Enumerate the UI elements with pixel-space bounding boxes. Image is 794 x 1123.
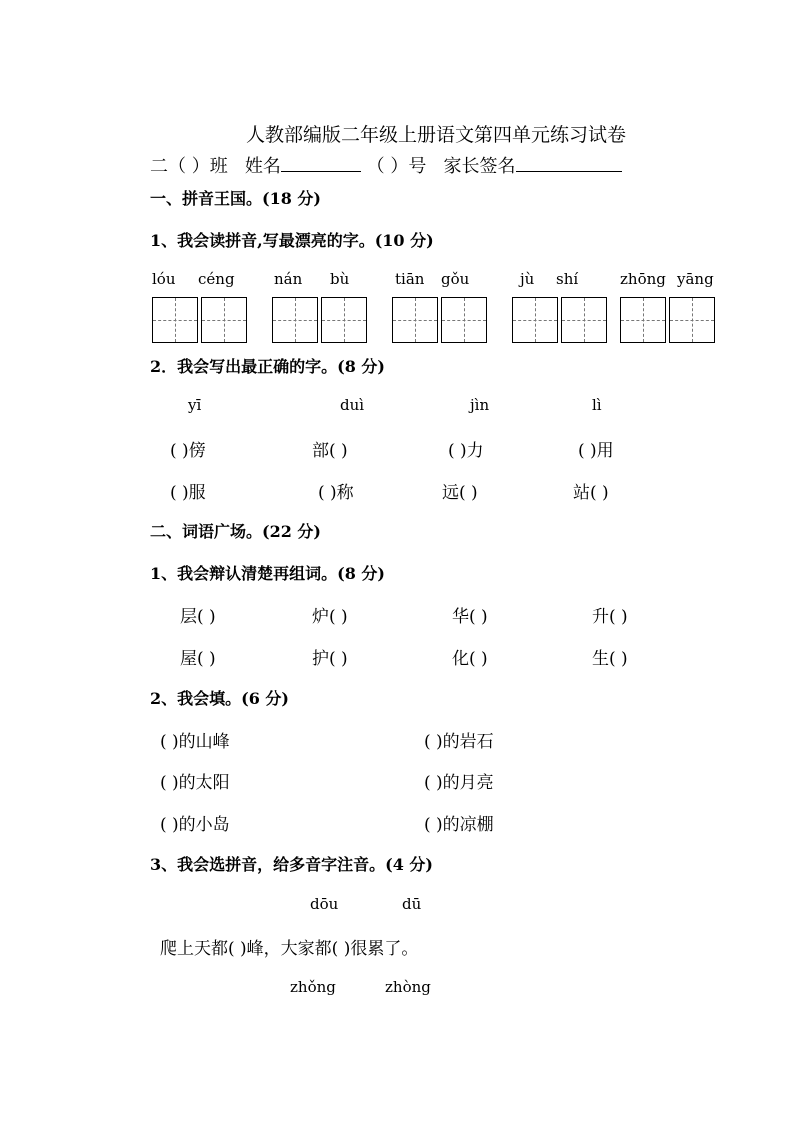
fill-blank-item[interactable]: ( )力 [448, 441, 484, 461]
pinyin: lì [592, 396, 602, 414]
pinyin: yāng [677, 270, 714, 288]
fill-blank-item[interactable]: 远( ) [442, 483, 478, 503]
fill-blank-item[interactable]: 部( ) [312, 441, 348, 461]
word-group-item[interactable]: 层( ) [180, 607, 216, 627]
name-label: 姓名 [244, 156, 281, 177]
word-group-item[interactable]: 生( ) [592, 649, 628, 669]
fill-blank-item[interactable]: ( )服 [170, 483, 206, 503]
pinyin: nán [274, 270, 303, 288]
pinyin: duì [340, 396, 365, 414]
pinyin-option: zhǒng [290, 978, 336, 996]
parent-signature-blank[interactable] [516, 153, 622, 172]
part1-q2-heading: 2．我会写出最正确的字。(8 分) [150, 357, 385, 376]
fill-phrase-item[interactable]: ( )的凉棚 [424, 815, 494, 835]
fill-blank-item[interactable]: 站( ) [573, 483, 609, 503]
writing-box[interactable] [512, 297, 558, 343]
fill-blank-item[interactable]: ( )傍 [170, 441, 206, 461]
writing-box[interactable] [620, 297, 666, 343]
pinyin: jìn [470, 396, 490, 414]
pinyin-option: zhòng [385, 978, 431, 996]
word-group-item[interactable]: 华( ) [452, 607, 488, 627]
pinyin: bù [330, 270, 350, 288]
writing-box[interactable] [441, 297, 487, 343]
word-group-item[interactable]: 屋( ) [180, 649, 216, 669]
part2-q3-heading: 3、我会选拼音，给多音字注音。(4 分) [150, 855, 433, 874]
pinyin: tiān [395, 270, 425, 288]
writing-box[interactable] [152, 297, 198, 343]
number-label: （ ）号 [366, 156, 427, 177]
name-blank[interactable] [281, 153, 361, 172]
part2-heading: 二、词语广场。(22 分) [150, 522, 321, 541]
part2-q1-heading: 1、我会辩认清楚再组词。(8 分) [150, 564, 385, 583]
fill-phrase-item[interactable]: ( )的太阳 [160, 773, 230, 793]
pinyin: shí [556, 270, 579, 288]
parent-signature-label: 家长签名 [443, 156, 516, 177]
pinyin: céng [198, 270, 235, 288]
fill-phrase-item[interactable]: ( )的小岛 [160, 815, 230, 835]
writing-box[interactable] [669, 297, 715, 343]
part2-q2-heading: 2、我会填。(6 分) [150, 689, 289, 708]
class-label: 二（ ）班 [150, 156, 228, 177]
fill-phrase-item[interactable]: ( )的月亮 [424, 773, 494, 793]
pinyin-option: dū [402, 895, 422, 913]
pinyin: yī [188, 396, 202, 414]
pinyin: gǒu [441, 270, 470, 288]
writing-box[interactable] [392, 297, 438, 343]
word-group-item[interactable]: 护( ) [312, 649, 348, 669]
page-title: 人教部编版二年级上册语文第四单元练习试卷 [246, 124, 627, 146]
student-info-line [150, 152, 622, 178]
part1-q1-heading: 1、我会读拼音,写最漂亮的字。(10 分) [150, 231, 434, 250]
fill-phrase-item[interactable]: ( )的山峰 [160, 732, 230, 752]
writing-box[interactable] [321, 297, 367, 343]
pinyin-option: dōu [310, 895, 339, 913]
fill-phrase-item[interactable]: ( )的岩石 [424, 732, 494, 752]
writing-box[interactable] [272, 297, 318, 343]
polyphone-sentence[interactable]: 爬上天都( )峰，大家都( )很累了。 [160, 939, 419, 959]
pinyin: lóu [152, 270, 176, 288]
word-group-item[interactable]: 升( ) [592, 607, 628, 627]
fill-blank-item[interactable]: ( )用 [578, 441, 614, 461]
fill-blank-item[interactable]: ( )称 [318, 483, 354, 503]
part1-heading: 一、拼音王国。(18 分) [150, 189, 321, 208]
pinyin: zhōng [620, 270, 666, 288]
writing-box[interactable] [201, 297, 247, 343]
word-group-item[interactable]: 化( ) [452, 649, 488, 669]
word-group-item[interactable]: 炉( ) [312, 607, 348, 627]
pinyin: jù [520, 270, 535, 288]
writing-box[interactable] [561, 297, 607, 343]
